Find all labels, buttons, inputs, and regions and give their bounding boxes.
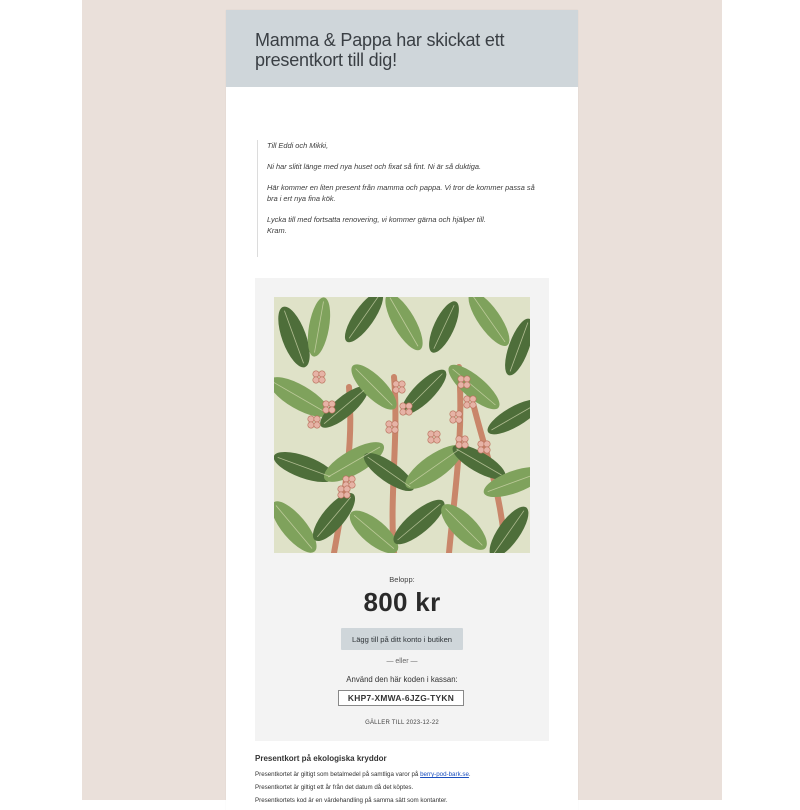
plant-flower [314, 422, 320, 428]
plant-flower [428, 437, 434, 443]
plant-flower [319, 377, 325, 383]
plant-flower [399, 381, 405, 387]
plant-flower [343, 476, 349, 482]
terms-heading: Presentkort på ekologiska kryddor [255, 754, 387, 763]
message-line: Här kommer en liten present från mamma och pappa. Vi tror de kommer passa så bra i ert nya fina kök. [267, 183, 535, 203]
plant-flower [464, 396, 470, 402]
plant-leaf [483, 501, 530, 553]
plant-flower [313, 377, 319, 383]
plant-flower [400, 403, 406, 409]
message-line: Ni har slitit länge med nya huset och fixat så fint. Ni är så duktiga. [267, 162, 482, 171]
plant-flower [434, 431, 440, 437]
plant-flower [406, 409, 412, 415]
gift-card-artwork [274, 297, 530, 553]
plant-flower [323, 401, 329, 407]
plant-flower [470, 396, 476, 402]
plant-flower [338, 492, 344, 498]
plant-flower [313, 371, 319, 377]
plant-flower [386, 427, 392, 433]
plant-flower [458, 376, 464, 382]
plant-flower [450, 411, 456, 417]
plant-flower [308, 416, 314, 422]
plant-flower [464, 402, 470, 408]
plant-flower [484, 441, 490, 447]
plant-flower [406, 403, 412, 409]
shop-link[interactable]: berry-pod-bark.se [420, 771, 469, 778]
plant-flower [450, 417, 456, 423]
plant-flower [478, 441, 484, 447]
plant-flower [428, 431, 434, 437]
plant-flower [329, 407, 335, 413]
terms-section [255, 754, 555, 807]
plant-flower [464, 382, 470, 388]
plant-flower [456, 436, 462, 442]
plant-flower [392, 427, 398, 433]
amount-value: 800 kr [363, 587, 441, 617]
message-line: Lycka till med fortsatta renovering, vi kommer gärna och hjälper till. [267, 215, 486, 224]
botanical-plant-illustration [274, 297, 530, 553]
message-signoff: Kram. [267, 226, 287, 235]
plant-leaf [274, 446, 338, 489]
gift-card-panel [255, 278, 549, 741]
plant-flower [344, 492, 350, 498]
plant-flower [458, 382, 464, 388]
plant-flower [456, 411, 462, 417]
email-title: Mamma & Pappa har skickat ett presentkort till dig! [255, 30, 505, 70]
terms-text: Presentkortet är giltigt som betalmedel på samtliga varor på [255, 771, 421, 778]
plant-flower [478, 447, 484, 453]
code-instruction: Använd den här koden i kassan: [346, 675, 458, 684]
personal-message [257, 140, 547, 257]
add-to-account-button[interactable]: Lägg till på ditt konto i butiken [341, 628, 463, 650]
terms-text: . [468, 771, 471, 778]
plant-flower [456, 442, 462, 448]
plant-flower [399, 387, 405, 393]
plant-flower [308, 422, 314, 428]
plant-flower [386, 421, 392, 427]
valid-until: GÄLLER TILL 2023-12-22 [365, 720, 439, 726]
terms-line [255, 768, 555, 781]
plant-flower [344, 486, 350, 492]
amount-label: Belopp: [389, 575, 415, 584]
terms-line: Presentkortet är giltigt ett år från det datum då det köptes. [255, 784, 414, 791]
gift-code[interactable]: KHP7-XMWA-6JZG-TYKN [338, 690, 464, 706]
plant-leaf [434, 497, 493, 553]
plant-leaf [339, 297, 390, 347]
plant-flower [319, 371, 325, 377]
plant-flower [349, 476, 355, 482]
plant-flower [338, 486, 344, 492]
plant-flower [329, 401, 335, 407]
plant-flower [456, 417, 462, 423]
plant-flower [392, 421, 398, 427]
plant-leaf [378, 297, 429, 355]
plant-flower [400, 409, 406, 415]
email-header [226, 10, 578, 87]
plant-flower [470, 402, 476, 408]
plant-leaf [462, 297, 517, 352]
email-card [226, 10, 578, 810]
plant-flower [323, 407, 329, 413]
or-divider: — eller — [386, 658, 418, 665]
terms-line: Presentkortets kod är en värdehandling på samma sätt som kontanter. [255, 797, 448, 804]
message-greeting: Till Eddi och Mikki, [267, 141, 329, 150]
plant-flower [393, 387, 399, 393]
plant-flower [462, 442, 468, 448]
plant-flower [464, 376, 470, 382]
plant-flower [484, 447, 490, 453]
plant-flower [434, 437, 440, 443]
plant-flower [314, 416, 320, 422]
plant-flower [393, 381, 399, 387]
plant-flower [462, 436, 468, 442]
